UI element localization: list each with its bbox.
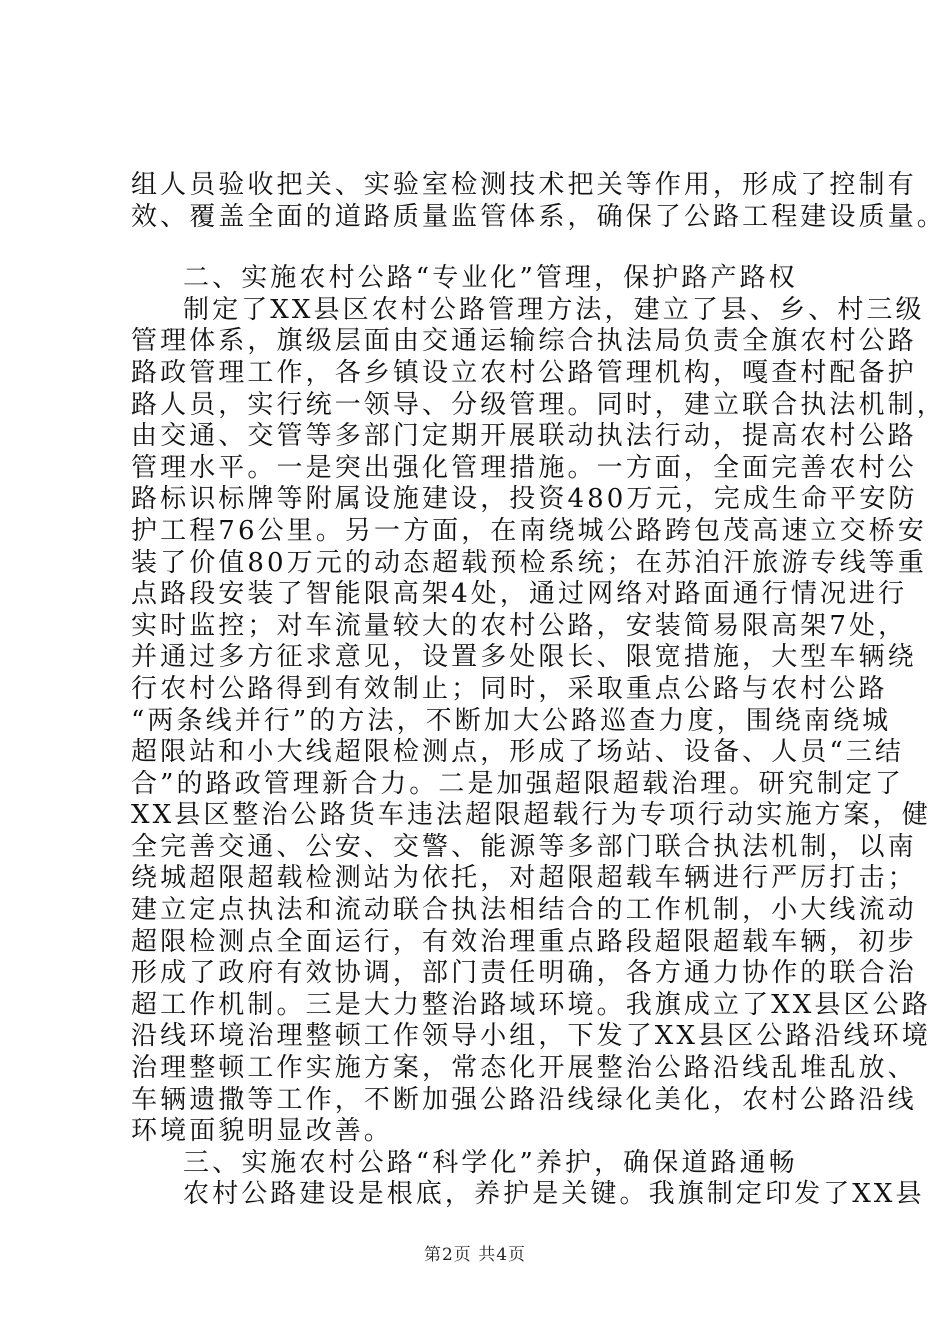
text-line: 点路段安装了智能限高架4处，通过网络对路面通行情况进行 — [131, 579, 908, 610]
text-line: 形成了政府有效协调，部门责任明确，各方通力协作的联合治 — [131, 958, 917, 989]
text-line: 组人员验收把关、实验室检测技术把关等作用，形成了控制有 — [131, 170, 917, 200]
text-line: 装了价值80万元的动态超载预检系统；在苏泊汗旅游专线等重 — [131, 547, 927, 578]
text-line: 环境面貌明显改善。 — [131, 1116, 393, 1147]
text-line: 超工作机制。三是大力整治路域环境。我旗成立了XX县区公路 — [131, 989, 931, 1020]
text-line: 绕城超限超载检测站为依托，对超限超载车辆进行严厉打击； — [131, 863, 917, 894]
text-line: 路人员，实行统一领导、分级管理。同时，建立联合执法机制， — [131, 389, 946, 420]
text-line: XX县区整治公路货车违法超限超载行为专项行动实施方案，健 — [131, 800, 931, 831]
text-line: 效、覆盖全面的道路质量监管体系，确保了公路工程建设质量。 — [131, 201, 946, 232]
text-line: “两条线并行”的方法，不断加大公路巡查力度，围绕南绕城 — [131, 705, 892, 736]
text-line: 治理整顿工作实施方案，常态化开展整治公路沿线乱堆乱放、 — [131, 1053, 917, 1084]
text-line: 路政管理工作，各乡镇设立农村公路管理机构，嘎查村配备护 — [131, 357, 917, 388]
section-heading-3: 三、实施农村公路“科学化”养护，确保道路通畅 — [183, 1147, 798, 1178]
text-line: 农村公路建设是根底，养护是关键。我旗制定印发了XX县 — [183, 1179, 925, 1210]
page-number-label: 第2页 共4页 — [423, 1245, 527, 1265]
text-line: 车辆遗撒等工作，不断加强公路沿线绿化美化，农村公路沿线 — [131, 1084, 917, 1115]
text-line: 管理体系，旗级层面由交通运输综合执法局负责全旗农村公路 — [131, 326, 917, 357]
text-line: 沿线环境治理整顿工作领导小组，下发了XX县区公路沿线环境 — [131, 1021, 931, 1052]
text-line: 由交通、交管等多部门定期开展联动执法行动，提高农村公路 — [131, 421, 917, 452]
document-body — [131, 170, 946, 1211]
text-line: 管理水平。一是突出强化管理措施。一方面，全面完善农村公 — [131, 452, 917, 483]
text-line: 建立定点执法和流动联合执法相结合的工作机制，小大线流动 — [131, 895, 917, 926]
text-line: 并通过多方征求意见，设置多处限长、限宽措施，大型车辆绕 — [131, 642, 917, 673]
page-footer — [0, 1240, 950, 1265]
text-line: 合”的路政管理新合力。二是加强超限超载治理。研究制定了 — [131, 768, 904, 799]
text-line: 路标识标牌等附属设施建设，投资480万元，完成生命平安防 — [131, 484, 918, 515]
section-heading-2: 二、实施农村公路“专业化”管理，保护路产路权 — [183, 263, 798, 294]
text-line: 实时监控；对车流量较大的农村公路，安装简易限高架7处， — [131, 610, 908, 641]
text-line: 制定了XX县区农村公路管理方法，建立了县、乡、村三级 — [183, 294, 925, 325]
text-line: 超限站和小大线超限检测点，形成了场站、设备、人员“三结 — [131, 737, 904, 768]
text-line: 行农村公路得到有效制止；同时，采取重点公路与农村公路 — [131, 673, 888, 704]
paragraph-gap — [131, 233, 841, 263]
text-line: 全完善交通、公安、交警、能源等多部门联合执法机制，以南 — [131, 831, 917, 862]
text-line: 护工程76公里。另一方面，在南绕城公路跨包茂高速立交桥安 — [131, 515, 927, 546]
text-line: 超限检测点全面运行，有效治理重点路段超限超载车辆，初步 — [131, 926, 917, 957]
